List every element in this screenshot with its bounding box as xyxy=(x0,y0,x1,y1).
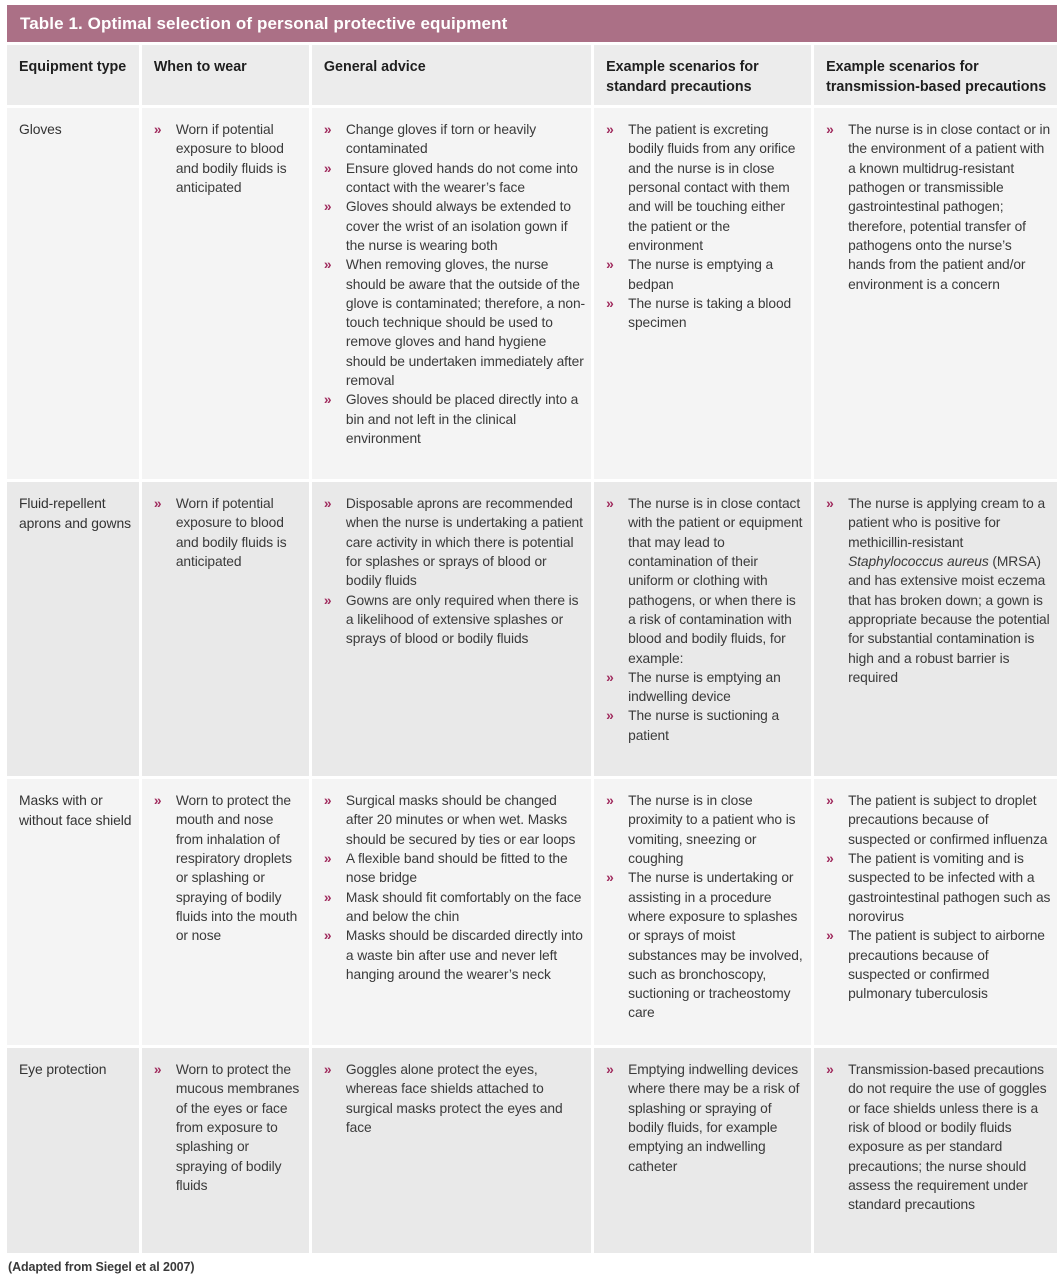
bullet-item xyxy=(324,791,585,849)
chevron-bullet-icon: » xyxy=(606,1062,614,1078)
bullet-item xyxy=(826,1060,1051,1215)
column-header-row xyxy=(7,45,1057,105)
chevron-bullet-icon: » xyxy=(323,928,332,944)
bullet-text: Goggles alone protect the eyes, whereas face shields attached to surgical masks protect the eyes and face xyxy=(345,1062,563,1135)
bullet-item xyxy=(606,868,805,1023)
chevron-bullet-icon: » xyxy=(323,199,332,215)
bullet-item xyxy=(606,255,805,294)
bullet-text: The patient is vomiting and is suspected to be infected with a gastrointestinal pathogen such as norovirus xyxy=(848,850,1051,924)
bullet-item xyxy=(324,159,585,198)
chevron-bullet-icon: » xyxy=(153,1062,162,1078)
bullet-text: Ensure gloved hands do not come into contact with the wearer’s face xyxy=(345,160,578,195)
table-row xyxy=(7,482,1057,776)
chevron-bullet-icon: » xyxy=(606,870,614,886)
bullet-item xyxy=(324,120,585,159)
bullet-text: The nurse is in close proximity to a patient who is vomiting, sneezing or coughing xyxy=(628,793,796,866)
column-header: Example scenarios for standard precautions xyxy=(594,45,811,105)
bullet-text: The patient is subject to droplet precautions because of suspected or confirmed influenza xyxy=(848,793,1048,847)
column-header: Equipment type xyxy=(7,45,139,105)
bullet-item xyxy=(606,120,805,255)
chevron-bullet-icon: » xyxy=(826,1062,834,1078)
bullet-item xyxy=(826,494,1051,687)
bullet-item xyxy=(324,1060,585,1137)
cell-standard-precautions xyxy=(594,779,811,1045)
cell-general-advice xyxy=(312,108,591,479)
bullet-text: The nurse is emptying an indwelling device xyxy=(628,669,781,705)
chevron-bullet-icon: » xyxy=(323,122,332,138)
bullet-text: The nurse is emptying a bedpan xyxy=(628,257,774,292)
bullet-item xyxy=(324,849,585,888)
column-header: When to wear xyxy=(142,45,309,105)
bullet-item xyxy=(606,668,805,707)
bullet-item xyxy=(826,849,1051,926)
table-title: Table 1. Optimal selection of personal protective equipment xyxy=(20,14,508,33)
bullet-item xyxy=(826,791,1051,849)
bullet-item xyxy=(154,791,303,946)
column-header: Example scenarios for transmission-based precautions xyxy=(814,45,1057,105)
chevron-bullet-icon: » xyxy=(153,122,162,138)
bullet-text: The patient is subject to airborne precautions because of suspected or confirmed pulmonary tuberculosis xyxy=(848,928,1045,1002)
chevron-bullet-icon: » xyxy=(606,295,614,311)
chevron-bullet-icon: » xyxy=(323,793,332,809)
bullet-item xyxy=(324,197,585,255)
bullet-text: Worn to protect the mucous membranes of the eyes or face from exposure to splashing or spraying of bodily fluids xyxy=(175,1062,300,1193)
bullet-item xyxy=(826,120,1051,294)
chevron-bullet-icon: » xyxy=(826,122,834,138)
chevron-bullet-icon: » xyxy=(323,257,332,273)
bullet-text: Masks should be discarded directly into a waste bin after use and never left hanging around the wearer’s neck xyxy=(345,928,583,982)
bullet-item xyxy=(324,390,585,448)
cell-standard-precautions xyxy=(594,108,811,479)
bullet-text: Worn if potential exposure to blood and bodily fluids is anticipated xyxy=(175,122,287,195)
chevron-bullet-icon: » xyxy=(323,889,332,905)
cell-transmission-precautions xyxy=(814,1048,1057,1253)
bullet-text: The patient is excreting bodily fluids from any orifice and the nurse is in close personal contact with them and will be touching either the patient or the environment xyxy=(628,122,796,253)
bullet-item xyxy=(606,494,805,668)
bullet-text: Change gloves if torn or heavily contaminated xyxy=(345,122,536,157)
ppe-table xyxy=(4,42,1060,1256)
chevron-bullet-icon: » xyxy=(606,257,614,273)
bullet-text: Transmission-based precautions do not require the use of goggles or face shields unless there is a risk of blood or bodily fluids exposure as per standard precautions; the nurse should assess the requirement under standard precautions xyxy=(848,1062,1047,1213)
cell-general-advice xyxy=(312,482,591,776)
chevron-bullet-icon: » xyxy=(323,496,332,512)
table-row xyxy=(7,108,1057,479)
chevron-bullet-icon: » xyxy=(323,160,332,176)
bullet-item xyxy=(606,791,805,868)
cell-equipment-type: Masks with or without face shield xyxy=(7,779,139,1045)
table-row xyxy=(7,779,1057,1045)
bullet-text: When removing gloves, the nurse should be aware that the outside of the glove is contaminated; therefore, a non-touch technique should be used to remove gloves and hand hygiene should be undertaken immediately after removal xyxy=(345,257,586,389)
cell-when-to-wear xyxy=(142,108,309,479)
source-note: (Adapted from Siegel et al 2007) xyxy=(8,1260,195,1275)
cell-transmission-precautions xyxy=(814,482,1057,776)
cell-equipment-type: Gloves xyxy=(7,108,139,479)
bullet-text: Surgical masks should be changed after 20 minutes or when wet. Masks should be secured by ties or ear loops xyxy=(345,793,576,847)
cell-standard-precautions xyxy=(594,482,811,776)
bullet-text: Emptying indwelling devices where there may be a risk of splashing or spraying of bodily fluids, for example emptying an indwelling catheter xyxy=(628,1062,800,1174)
chevron-bullet-icon: » xyxy=(323,850,332,866)
cell-equipment-type: Eye protection xyxy=(7,1048,139,1253)
cell-when-to-wear xyxy=(142,482,309,776)
bullet-text: Mask should fit comfortably on the face and below the chin xyxy=(345,889,582,924)
cell-when-to-wear xyxy=(142,1048,309,1253)
cell-general-advice xyxy=(312,1048,591,1253)
bullet-text: Worn if potential exposure to blood and bodily fluids is anticipated xyxy=(175,496,287,569)
bullet-text: The nurse is undertaking or assisting in a procedure where exposure to splashes or sprays of moist substances may be involved, such as bronchoscopy, suctioning or tracheostomy care xyxy=(628,870,803,1021)
chevron-bullet-icon: » xyxy=(826,496,834,512)
bullet-text: Gloves should be placed directly into a bin and not left in the clinical environment xyxy=(345,392,579,447)
chevron-bullet-icon: » xyxy=(323,1062,332,1078)
bullet-text: The nurse is in close contact with the patient or equipment that may lead to contamination of their uniform or clothing with pathogens, or when there is a risk of contamination with blood and bodily fluids, for example: xyxy=(628,496,803,666)
chevron-bullet-icon: » xyxy=(826,928,834,944)
bullet-item xyxy=(606,1060,805,1176)
bullet-item xyxy=(154,494,303,571)
bullet-item xyxy=(154,1060,303,1195)
chevron-bullet-icon: » xyxy=(153,496,162,512)
cell-standard-precautions xyxy=(594,1048,811,1253)
chevron-bullet-icon: » xyxy=(606,793,614,809)
bullet-item xyxy=(324,926,585,984)
column-header: General advice xyxy=(312,45,591,105)
bullet-text: Gloves should always be extended to cover the wrist of an isolation gown if the nurse is wearing both xyxy=(345,199,571,253)
bullet-text: Worn to protect the mouth and nose from inhalation of respiratory droplets or splashing or spraying of bodily fluids into the mouth or nose xyxy=(175,793,298,944)
bullet-text: The nurse is in close contact or in the environment of a patient with a known multidrug-resistant pathogen or transmissible gastrointestinal pathogen; therefore, potential transfer of pathogens onto the nurse’s hands from the patient and/or environment is a concern xyxy=(848,122,1051,292)
bullet-item xyxy=(606,706,805,745)
bullet-item xyxy=(324,888,585,927)
chevron-bullet-icon: » xyxy=(323,592,332,608)
bullet-text: Gowns are only required when there is a likelihood of extensive splashes or sprays of blood or bodily fluids xyxy=(345,592,579,647)
bullet-text: The nurse is taking a blood specimen xyxy=(628,295,792,331)
cell-when-to-wear xyxy=(142,779,309,1045)
chevron-bullet-icon: » xyxy=(826,793,834,809)
bullet-text: A flexible band should be fitted to the nose bridge xyxy=(345,850,568,886)
chevron-bullet-icon: » xyxy=(153,793,162,809)
bullet-item xyxy=(154,120,303,197)
chevron-bullet-icon: » xyxy=(606,669,614,685)
chevron-bullet-icon: » xyxy=(606,122,614,138)
chevron-bullet-icon: » xyxy=(606,708,614,724)
bullet-item xyxy=(324,591,585,649)
bullet-item xyxy=(606,294,805,333)
chevron-bullet-icon: » xyxy=(826,850,834,866)
bullet-text: The nurse is applying cream to a patient who is positive for methicillin-resistant Staphylococcus aureus (MRSA) and has extensive moist eczema that has broken down; a gown is appropriate because the potential for substantial contamination is high and a robust barrier is required xyxy=(848,496,1050,685)
bullet-text: Disposable aprons are recommended when the nurse is undertaking a patient care activity in which there is potential for splashes or sprays of blood or bodily fluids xyxy=(345,496,583,589)
cell-transmission-precautions xyxy=(814,108,1057,479)
bullet-text: The nurse is suctioning a patient xyxy=(628,708,780,743)
table-row xyxy=(7,1048,1057,1253)
cell-transmission-precautions xyxy=(814,779,1057,1045)
bullet-item xyxy=(826,926,1051,1003)
chevron-bullet-icon: » xyxy=(323,392,332,408)
chevron-bullet-icon: » xyxy=(606,496,614,512)
bullet-item xyxy=(324,494,585,591)
table-title-bar xyxy=(7,5,1057,42)
cell-general-advice xyxy=(312,779,591,1045)
cell-equipment-type: Fluid-repellent aprons and gowns xyxy=(7,482,139,776)
bullet-item xyxy=(324,255,585,390)
